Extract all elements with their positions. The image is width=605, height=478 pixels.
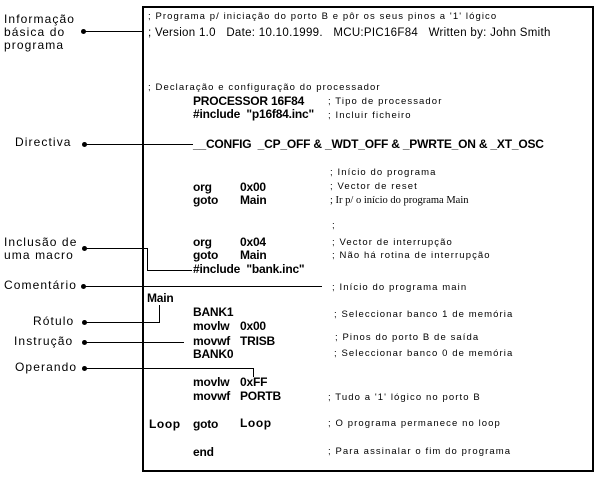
comment-bank0: ; Seleccionar banco 0 de memória [334,348,514,359]
directive-include: #include "p16f84.inc" [193,107,315,121]
comment-bank1: ; Seleccionar banco 1 de memória [334,309,514,320]
comment-goto3: ; O programa permanece no loop [328,418,501,429]
label-loop: Loop [149,417,181,431]
comment-main: ; Início do programa main [332,282,468,293]
callout-line-rotulo-a [85,322,160,323]
header-line1: ; Programa p/ iniciação do porto B e pôr os seus pinos a '1' lógico [148,11,498,22]
callout-line-inclusao-c [147,270,192,271]
instr-movwf1: movwf [193,334,231,348]
operand-goto3: Loop [240,416,272,430]
directive-processor: PROCESSOR 16F84 [193,94,305,108]
instr-org1: org [193,180,212,194]
label-rotulo: Rótulo [33,314,75,328]
instr-movwf2: movwf [193,389,231,403]
callout-line-operando-a [85,368,254,369]
callout-line-info [84,31,144,32]
callout-line-instrucao [85,342,184,343]
instr-movlw2: movlw [193,375,230,389]
comment-start: ; Início do programa [330,167,437,178]
operand-org2: 0x04 [240,235,266,249]
comment-processor: ; Tipo de processador [328,96,443,107]
macro-bank0: BANK0 [193,347,234,361]
label-comentario: Comentário [4,278,78,292]
callout-line-rotulo-b [159,305,160,323]
directive-config: __CONFIG _CP_OFF & _WDT_OFF & _PWRTE_ON & _XT_OSC [193,137,544,151]
label-directiva: Directiva [15,135,72,149]
operand-movlw2: 0xFF [240,375,268,389]
instr-goto2: goto [193,248,219,262]
comment-end: ; Para assinalar o fim do programa [328,446,512,457]
comment-include: ; Incluir ficheiro [328,110,412,121]
instr-movlw1: movlw [193,319,230,333]
label-info-line1: Informação [4,12,76,26]
callout-line-inclusao-b [147,248,148,270]
comment-declaration: ; Declaração e configuração do processador [148,82,381,93]
label-info-line2: básica do [4,25,66,39]
instr-end: end [193,445,214,459]
instr-goto3: goto [193,417,219,431]
callout-line-directiva [85,144,193,145]
directive-include-bank: #include "bank.inc" [193,262,305,276]
label-instrucao: Instrução [14,334,74,348]
comment-org1: ; Vector de reset [330,181,418,192]
operand-goto2: Main [240,248,267,262]
instr-goto1: goto [193,193,219,207]
comment-goto2: ; Não há rotina de interrupção [332,250,491,261]
operand-goto1: Main [240,193,267,207]
operand-movwf2: PORTB [240,389,282,403]
label-inclusao-line1: Inclusão de [4,235,78,249]
comment-empty: ; [332,220,336,231]
macro-bank1: BANK1 [193,305,234,319]
operand-movlw1: 0x00 [240,319,266,333]
label-info-line3: programa [4,38,65,52]
label-inclusao-line2: uma macro [4,248,74,262]
comment-movwf2: ; Tudo a '1' lógico no porto B [328,392,481,403]
label-operando: Operando [15,360,78,374]
comment-movwf1: ; Pinos do porto B de saída [335,332,480,343]
comment-org2: ; Vector de interrupção [332,237,453,248]
instr-org2: org [193,235,212,249]
operand-org1: 0x00 [240,180,266,194]
label-main: Main [147,291,174,305]
callout-line-inclusao-a [85,248,147,249]
callout-line-comentario [84,286,322,287]
operand-movwf1: TRISB [240,334,276,348]
comment-goto1: ; Ir p/ o início do programa Main [330,195,469,206]
header-line2: ; Version 1.0 Date: 10.10.1999. MCU:PIC16F84 Written by: John Smith [148,27,551,39]
